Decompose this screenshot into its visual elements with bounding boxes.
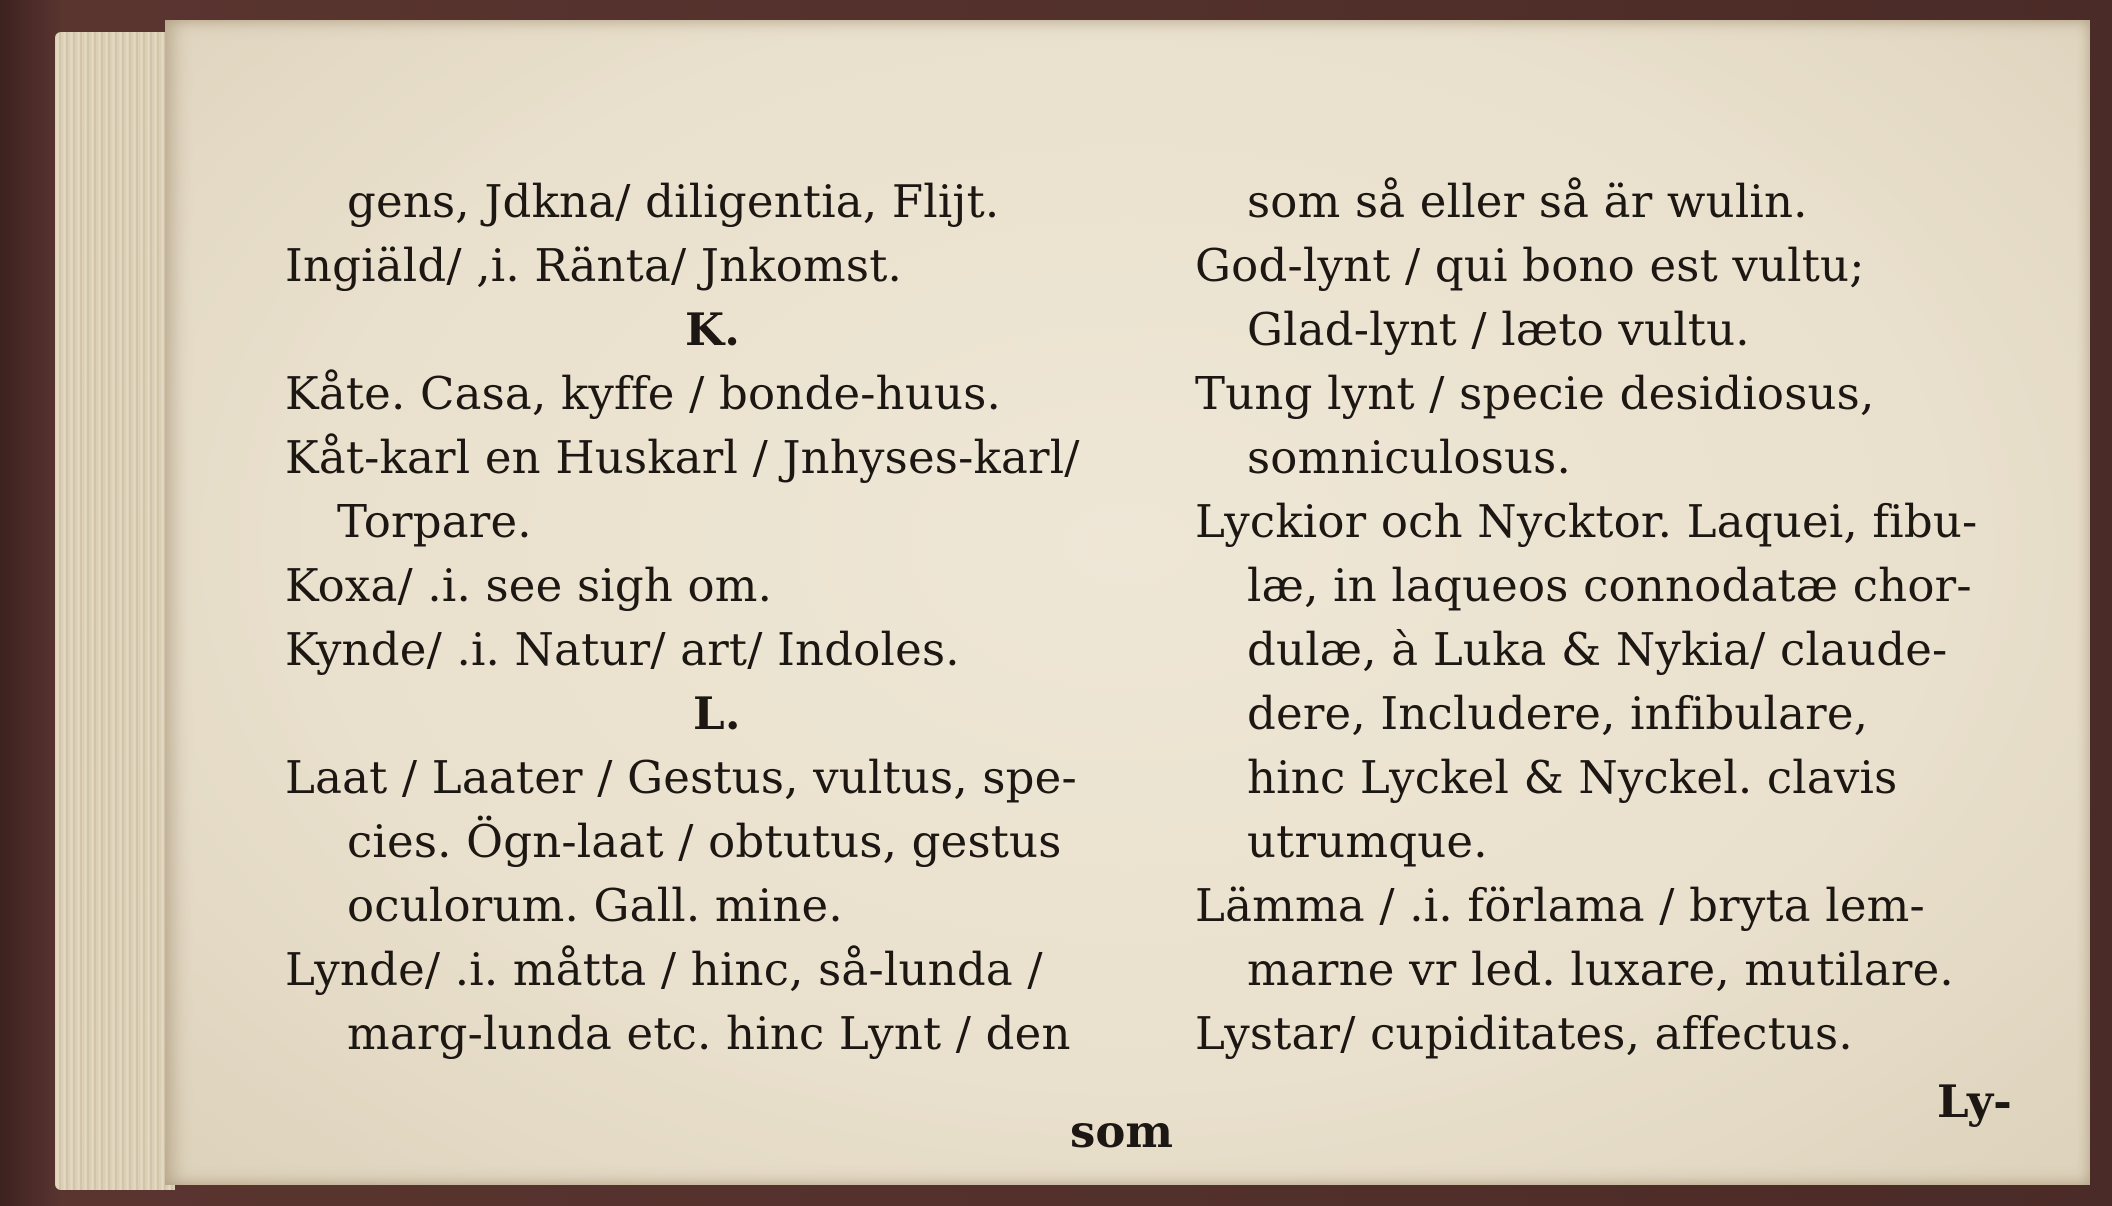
section-letter: L. [693, 687, 741, 740]
text-line: God-lynt / qui bono est vultu; [1195, 239, 1865, 292]
text-line: Lämma / .i. förlama / bryta lem- [1195, 879, 1925, 932]
text-line: Lystar/ cupiditates, affectus. [1195, 1007, 1853, 1060]
text-line: Torpare. [337, 495, 532, 548]
section-letter: K. [685, 303, 741, 356]
text-line: Kynde/ .i. Natur/ art/ Indoles. [285, 623, 960, 676]
text-line: marg-lunda etc. hinc Lynt / den [347, 1007, 1071, 1060]
text-line: Ingiäld/ ,i. Ränta/ Jnkomst. [285, 239, 902, 292]
text-line: marne vr led. luxare, mutilare. [1247, 943, 1954, 996]
text-line: Laat / Laater / Gestus, vultus, spe- [285, 751, 1077, 804]
text-line: dulæ, à Luka & Nykia/ claude- [1247, 623, 1948, 676]
text-line: læ, in laqueos connodatæ chor- [1247, 559, 1972, 612]
text-line: utrumque. [1247, 815, 1488, 868]
right-column [1195, 170, 2075, 1066]
text-line: som så eller så är wulin. [1247, 175, 1808, 228]
text-line: Lyckior och Nycktor. Laquei, fibu- [1195, 495, 1978, 548]
text-line: gens, Jdkna/ diligentia, Flijt. [347, 175, 1000, 228]
text-line: Kåt-karl en Huskarl / Jnhyses-karl/ [285, 431, 1080, 484]
text-line: oculorum. Gall. mine. [347, 879, 843, 932]
text-line: Glad-lynt / læto vultu. [1247, 303, 1750, 356]
catchword-left: som [1070, 1105, 1173, 1158]
text-line: somniculosus. [1247, 431, 1571, 484]
left-column [285, 170, 1165, 1066]
text-line: dere, Includere, infibulare, [1247, 687, 1869, 740]
page-edges [55, 32, 175, 1190]
catchword-right: Ly- [1937, 1075, 2012, 1128]
text-line: cies. Ögn-laat / obtutus, gestus [347, 815, 1062, 868]
book-page-spread [165, 20, 2090, 1185]
text-line: hinc Lyckel & Nyckel. clavis [1247, 751, 1898, 804]
text-line: Kåte. Casa, kyffe / bonde-huus. [285, 367, 1002, 420]
text-line: Lynde/ .i. måtta / hinc, så-lunda / [285, 943, 1043, 996]
text-line: Koxa/ .i. see sigh om. [285, 559, 773, 612]
text-line: Tung lynt / specie desidiosus, [1195, 367, 1875, 420]
